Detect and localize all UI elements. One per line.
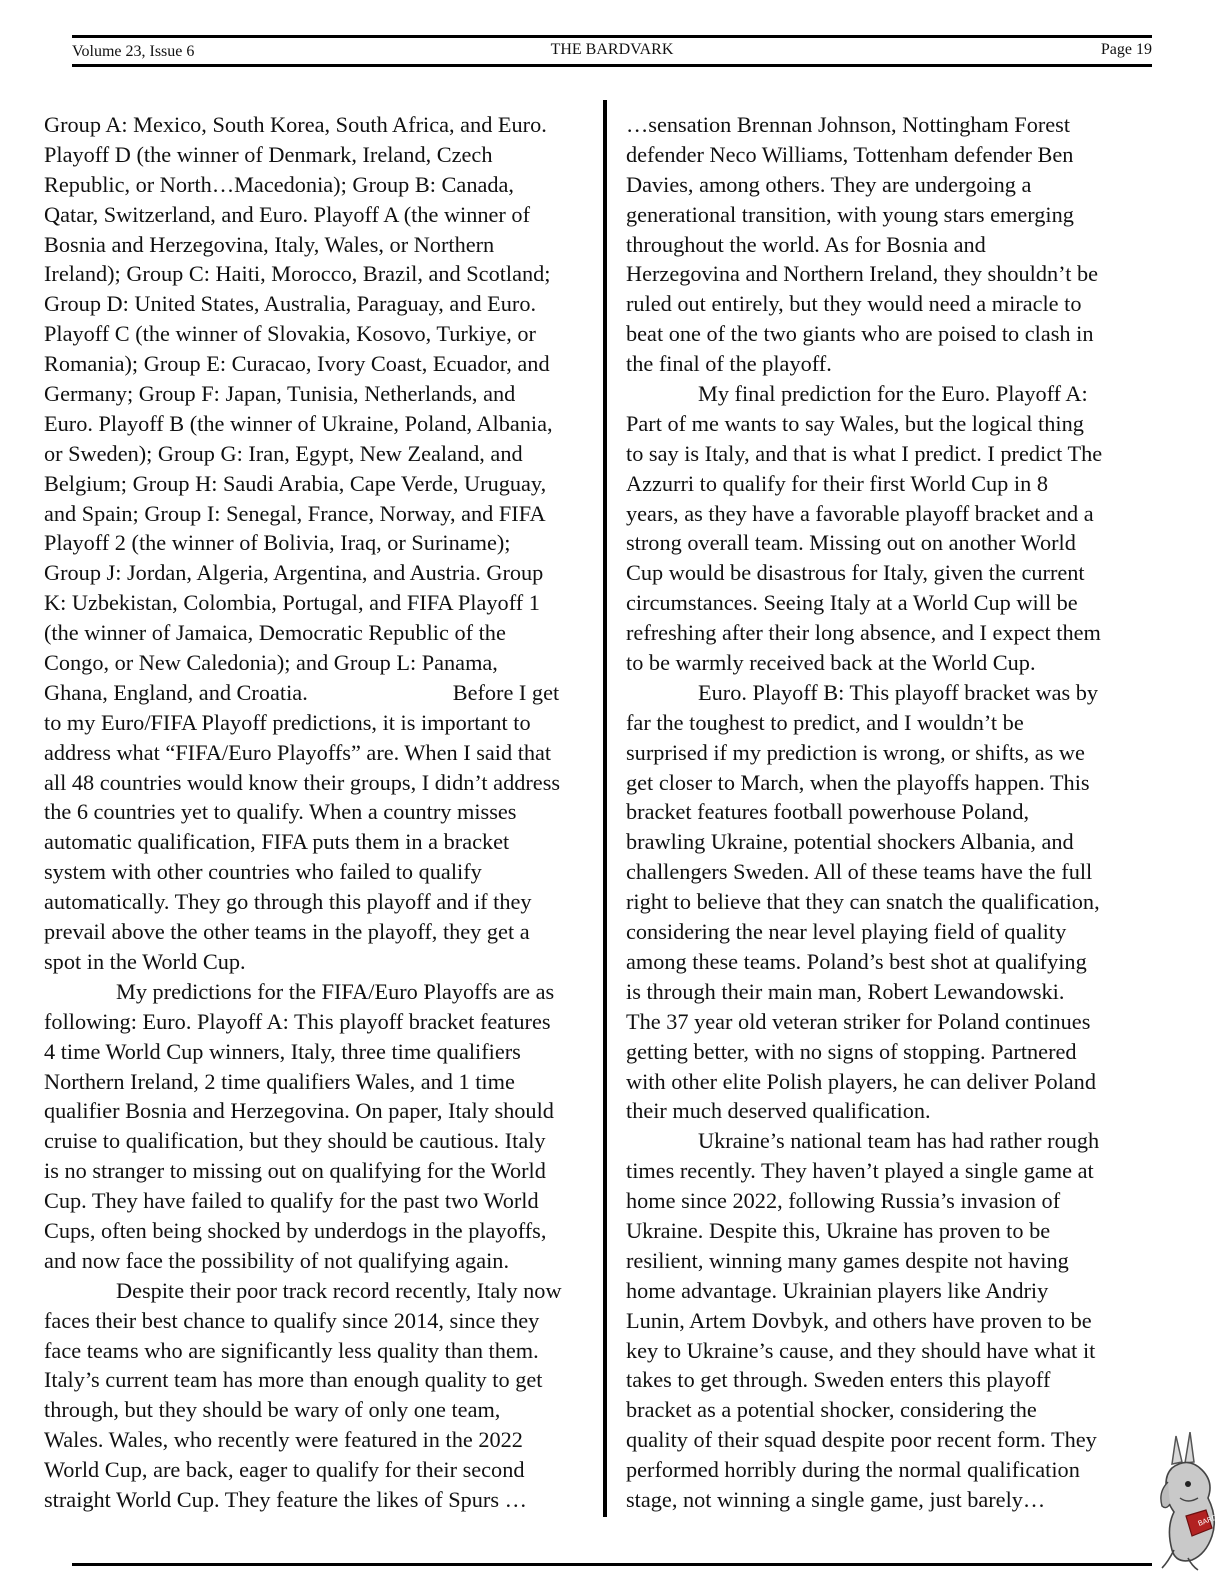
article-line: Euro. Playoff B: This playoff bracket was by (698, 679, 1099, 705)
article-line: to say is Italy, and that is what I predict. I predict The (626, 440, 1103, 466)
article-line: Despite their poor track record recently, Italy now (116, 1277, 562, 1303)
article-line: to be warmly received back at the World Cup. (626, 650, 1036, 676)
article-line: Azzurri to qualify for their first World Cup in 8 (626, 470, 1048, 496)
article-line: getting better, with no signs of stopping. Partnered (626, 1038, 1077, 1064)
article-line: Cup. They have failed to qualify for the past two World (44, 1188, 539, 1214)
article-line: faces their best chance to qualify since 2014, since they (44, 1307, 540, 1333)
article-line: performed horribly during the normal qualification (626, 1457, 1080, 1483)
article-line: home advantage. Ukrainian players like Andriy (626, 1277, 1049, 1303)
article-line: address what “FIFA/Euro Playoffs” are. When I said that (44, 739, 552, 765)
article-line: Germany; Group F: Japan, Tunisia, Netherlands, and (44, 381, 516, 407)
article-line: defender Neco Williams, Tottenham defender Ben (626, 141, 1074, 167)
article-line: challengers Sweden. All of these teams have the full (626, 859, 1093, 885)
article-line: K: Uzbekistan, Colombia, Portugal, and FIFA Playoff 1 (44, 590, 540, 616)
mascot-badge-text: BARD (1196, 1513, 1219, 1528)
article-line: Romania); Group E: Curacao, Ivory Coast, Ecuador, and (44, 351, 550, 377)
article-line: Group D: United States, Australia, Paraguay, and Euro. (44, 291, 537, 317)
article-line: Ukraine. Despite this, Ukraine has proven to be (626, 1217, 1051, 1243)
article-line: with other elite Polish players, he can deliver Poland (626, 1068, 1096, 1094)
article-line: cruise to qualification, but they should be cautious. Italy (44, 1128, 546, 1154)
article-line: Group A: Mexico, South Korea, South Africa, and Euro. (44, 112, 547, 137)
article-line: (the winner of Jamaica, Democratic Republic of the (44, 620, 506, 646)
article-line: get closer to March, when the playoffs happen. This (626, 769, 1090, 795)
article-line: Playoff C (the winner of Slovakia, Kosovo, Turkiye, or (44, 321, 536, 347)
article-line: strong overall team. Missing out on another World (626, 530, 1076, 556)
article-line: far the toughest to predict, and I wouldn’t be (626, 709, 1024, 735)
article-line: and now face the possibility of not qualifying again. (44, 1247, 510, 1273)
article-line: Northern Ireland, 2 time qualifiers Wales, and 1 time (44, 1068, 515, 1094)
article-line: bracket as a potential shocker, considering the (626, 1397, 1037, 1423)
article-line: qualifier Bosnia and Herzegovina. On paper, Italy should (44, 1098, 554, 1124)
article-line: beat one of the two giants who are poised to clash in (626, 321, 1094, 347)
article-line: 4 time World Cup winners, Italy, three time qualifiers (44, 1038, 521, 1064)
article-line: Playoff D (the winner of Denmark, Ireland, Czech (44, 141, 493, 167)
header-top-rule (72, 35, 1152, 38)
article-line: bracket features football powerhouse Poland, (626, 799, 1030, 825)
article-line: automatic qualification, FIFA puts them in a bracket (44, 829, 510, 855)
article-line: years, as they have a favorable playoff bracket and a (626, 500, 1094, 526)
article-line: Bosnia and Herzegovina, Italy, Wales, or Northern (44, 231, 495, 257)
article-line: Wales. Wales, who recently were featured in the 2022 (44, 1427, 523, 1453)
article-line: Group J: Jordan, Algeria, Argentina, and Austria. Group (44, 560, 544, 586)
article-line: Davies, among others. They are undergoing a (626, 171, 1032, 197)
article-line: World Cup, are back, eager to qualify for their second (44, 1457, 525, 1483)
article-line: face teams who are significantly less quality than them. (44, 1337, 539, 1363)
article-line: Cups, often being shocked by underdogs in the playoffs, (44, 1217, 547, 1243)
publication-title: THE BARDVARK (550, 41, 674, 58)
article-line: home since 2022, following Russia’s invasion of (626, 1188, 1061, 1214)
article-line: all 48 countries would know their groups, I didn’t address (44, 769, 561, 795)
article-column-left (44, 110, 602, 1515)
article-line: Ireland); Group C: Haiti, Morocco, Brazil, and Scotland; (44, 261, 551, 287)
article-line: among these teams. Poland’s best shot at qualifying (626, 948, 1087, 974)
article-line: Ghana, England, and Croatia. Before I get (44, 679, 560, 705)
article-line: Herzegovina and Northern Ireland, they shouldn’t be (626, 261, 1099, 287)
article-line: resilient, winning many games despite not having (626, 1247, 1069, 1273)
article-line: …sensation Brennan Johnson, Nottingham Forest (626, 112, 1071, 137)
volume-issue: Volume 23, Issue 6 (72, 43, 195, 60)
article-line: generational transition, with young stars emerging (626, 201, 1074, 227)
article-line: is no stranger to missing out on qualifying for the World (44, 1158, 546, 1184)
article-line: My predictions for the FIFA/Euro Playoffs are as (116, 978, 555, 1004)
article-line: the final of the playoff. (626, 351, 832, 377)
page-number: Page 19 (1100, 41, 1152, 58)
article-line: ruled out entirely, but they would need a miracle to (626, 291, 1082, 317)
article-line: Ukraine’s national team has had rather rough (698, 1128, 1100, 1154)
article-line: straight World Cup. They feature the likes of Spurs … (44, 1486, 527, 1512)
article-line: prevail above the other teams in the playoff, they get a (44, 919, 530, 945)
article-line: the 6 countries yet to qualify. When a country misses (44, 799, 517, 825)
article-line: or Sweden); Group G: Iran, Egypt, New Zealand, and (44, 440, 523, 466)
aardvark-mascot-icon (1158, 1432, 1224, 1572)
article-line: automatically. They go through this playoff and if they (44, 889, 532, 915)
article-line: their much deserved qualification. (626, 1098, 931, 1124)
article-line: and Spain; Group I: Senegal, France, Norway, and FIFA (44, 500, 546, 526)
article-line: stage, not winning a single game, just barely… (626, 1486, 1046, 1512)
article-line: following: Euro. Playoff A: This playoff bracket features (44, 1008, 551, 1034)
article-line: times recently. They haven’t played a single game at (626, 1158, 1094, 1184)
article-line: quality of their squad despite poor recent form. They (626, 1427, 1097, 1453)
article-line: considering the near level playing field of quality (626, 919, 1067, 945)
article-line: circumstances. Seeing Italy at a World Cup will be (626, 590, 1078, 616)
article-line: key to Ukraine’s cause, and they should have what it (626, 1337, 1096, 1363)
article-line: right to believe that they can snatch the qualification, (626, 889, 1100, 915)
article-line: refreshing after their long absence, and I expect them (626, 620, 1101, 646)
article-line: Republic, or North…Macedonia); Group B: Canada, (44, 171, 514, 197)
header-bottom-rule (72, 64, 1152, 67)
article-line: Lunin, Artem Dovbyk, and others have proven to be (626, 1307, 1092, 1333)
article-line: system with other countries who failed to qualify (44, 859, 482, 885)
column-divider (603, 100, 607, 1517)
article-line: brawling Ukraine, potential shockers Albania, and (626, 829, 1074, 855)
article-line: Playoff 2 (the winner of Bolivia, Iraq, or Suriname); (44, 530, 511, 556)
article-line: Italy’s current team has more than enough quality to get (44, 1367, 543, 1393)
article-line: through, but they should be wary of only one team, (44, 1397, 501, 1423)
article-line: to my Euro/FIFA Playoff predictions, it is important to (44, 709, 531, 735)
article-line: Qatar, Switzerland, and Euro. Playoff A (the winner of (44, 201, 531, 227)
article-column-right (626, 110, 1184, 1515)
page-header (72, 39, 1152, 63)
article-line: Cup would be disastrous for Italy, given the current (626, 560, 1085, 586)
article-line: spot in the World Cup. (44, 948, 246, 974)
article-line: My final prediction for the Euro. Playoff A: (698, 381, 1088, 407)
article-line: surprised if my prediction is wrong, or shifts, as we (626, 739, 1085, 765)
article-line: Belgium; Group H: Saudi Arabia, Cape Verde, Uruguay, (44, 470, 547, 496)
article-line: Euro. Playoff B (the winner of Ukraine, Poland, Albania, (44, 410, 553, 436)
footer-rule (72, 1563, 1152, 1566)
article-line: is through their main man, Robert Lewandowski. (626, 978, 1065, 1004)
article-line: throughout the world. As for Bosnia and (626, 231, 986, 257)
article-line: Congo, or New Caledonia); and Group L: Panama, (44, 650, 498, 676)
article-line: Part of me wants to say Wales, but the logical thing (626, 410, 1084, 436)
article-line: takes to get through. Sweden enters this playoff (626, 1367, 1051, 1393)
article-line: The 37 year old veteran striker for Poland continues (626, 1008, 1091, 1034)
